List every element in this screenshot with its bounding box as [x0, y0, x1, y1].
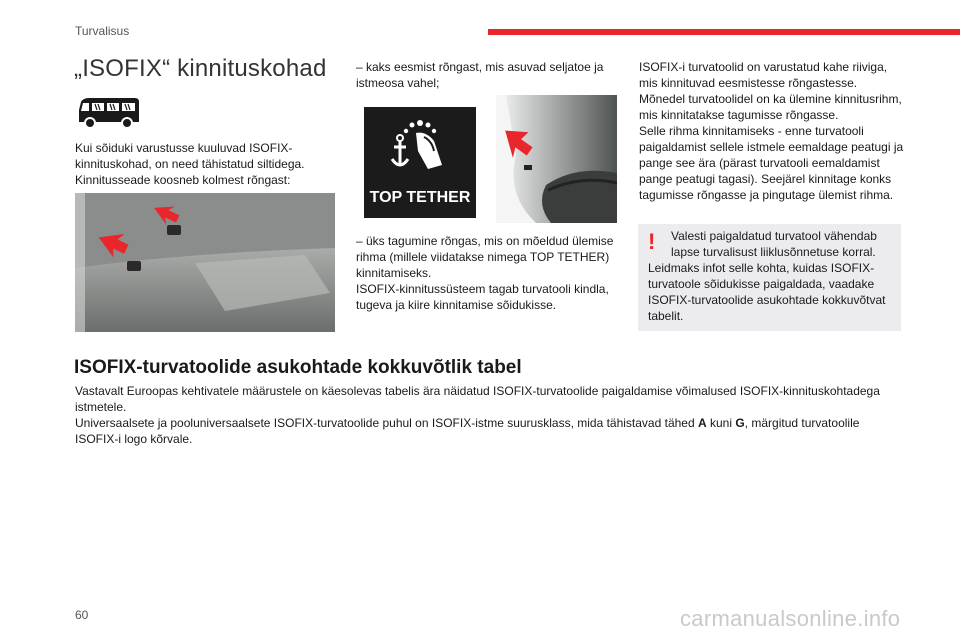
size-class-text-part: , märgitud turvatoolile ISOFIX-i logo kõrvale.	[75, 416, 860, 446]
size-class-text	[75, 415, 885, 447]
regulations-text: Vastavalt Euroopas kehtivatele määrustele on käesolevas tabelis ära näidatud ISOFIX-turvatoolide paigaldamise võimalused ISOFIX-kinnituskohtadega istmetele.	[75, 384, 880, 414]
van-passenger-icon	[75, 96, 141, 130]
isofix-system-text: ISOFIX-kinnitussüsteem tagab turvatooli kindla, tugeva ja kiire kinnitamise sõidukisse.	[356, 282, 609, 312]
size-letter-a: A	[697, 416, 707, 430]
isofix-seat-photo	[75, 193, 335, 332]
section-heading: ISOFIX-turvatoolide asukohtade kokkuvõtlik tabel	[74, 357, 522, 378]
isofix-seats-text-block	[639, 59, 904, 203]
upper-strap-text: Mõnedel turvatoolidel on ka ülemine kinnitusrihm, mis kinnitatakse tagumisse rõngasse.	[639, 92, 902, 122]
size-class-text-part: Universaalsete ja pooluniversaalsete ISOFIX-turvatoolide puhul on ISOFIX-istme suurusklass, mida tähistavad tähed	[75, 416, 698, 430]
page-title: „ISOFIX“ kinnituskohad	[74, 55, 327, 82]
top-tether-label: TOP TETHER	[369, 189, 471, 206]
warning-note-text	[648, 228, 896, 324]
strap-instructions-text: Selle rihma kinnitamiseks - enne turvatooli paigaldamist sellele istmele eemaldage peatugi ja pange see ära (pärast turvatooli eemaldamist pange peatugi tagasi). Seejärel kinnitage konks tagumisse rõngasse ja pingutage ülemist rihma.	[639, 124, 904, 202]
warning-text: Valesti paigaldatud turvatool vähendab lapse turvalisust liiklusõnnetuse korral.	[671, 229, 877, 259]
header-accent-bar	[488, 29, 960, 35]
rear-ring-text-block	[356, 233, 628, 313]
size-letter-g: G	[735, 416, 745, 430]
section-body	[75, 383, 885, 447]
section-label: Turvalisus	[75, 24, 130, 38]
page-number: 60	[75, 608, 89, 622]
watermark: carmanualsonline.info	[680, 606, 901, 631]
top-tether-seat-photo	[496, 95, 617, 223]
warning-exclamation-icon: !	[648, 229, 656, 254]
latches-text: ISOFIX-i turvatoolid on varustatud kahe riiviga, mis kinnituvad eesmistesse rõngastesse.	[639, 60, 888, 90]
size-class-text-part: kuni	[706, 416, 736, 430]
front-rings-text: – kaks eesmist rõngast, mis asuvad seljatoe ja istmeosa vahel;	[356, 60, 604, 90]
table-reference-text: Leidmaks infot selle kohta, kuidas ISOFIX-turvatoole sõidukisse paigaldada, vaadake ISOFIX-turvatoolide asukohtade kokkuvõtvat tabelit.	[648, 261, 886, 323]
intro-text: Kui sõiduki varustusse kuuluvad ISOFIX-kinnituskohad, on need tähistatud siltidega. Kinnitusseade koosneb kolmest rõngast:	[75, 141, 305, 187]
top-tether-logo	[364, 107, 476, 218]
rear-ring-text: – üks tagumine rõngas, mis on mõeldud ülemise rihma (millele viidatakse nimega TOP TETHER) kinnitamiseks.	[356, 234, 614, 280]
